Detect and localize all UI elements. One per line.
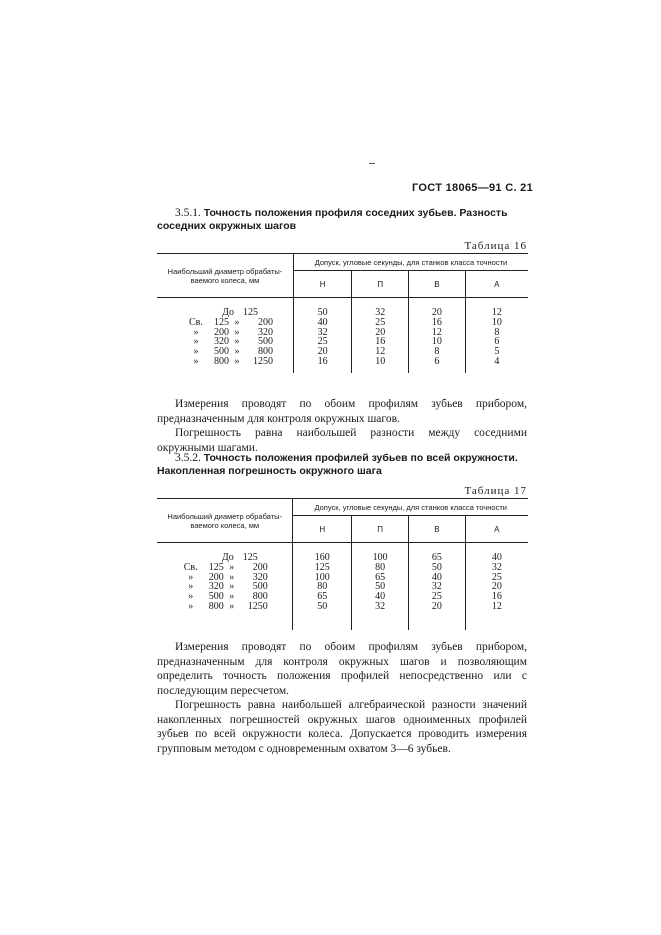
cell-value: 40 [375, 591, 386, 603]
cell-value: 80 [317, 581, 328, 593]
cell-value: 50 [375, 581, 386, 593]
paragraph: Погрешность равна наибольшей разности между соседними окружными шагами. [157, 427, 527, 454]
cell-value: 16 [317, 355, 328, 367]
cell-value: 25 [491, 571, 502, 583]
cell-value: 40 [431, 571, 442, 583]
cell-value: 10 [375, 355, 386, 367]
cell-value: 12 [375, 346, 386, 358]
column-p [352, 298, 409, 373]
table-17 [157, 498, 528, 630]
cell-value: 20 [431, 600, 442, 612]
section-title: Точность положения профиля соседних зубьев. Разность соседних окружных шагов [157, 207, 508, 232]
row-labels [157, 543, 293, 630]
column-v [409, 543, 466, 630]
class-header-a: А [465, 516, 528, 543]
table-row-label: Св. 125 » 200 [189, 316, 273, 328]
column-n [293, 543, 352, 630]
paragraph: Погрешность равна наибольшей алгебраической разности значений накопленных погрешностей окружных шагов одноименных профилей зубьев по всей окружности колеса. Допускается проводить измерения групповым методом с одновременным охватом 3—6 зубьев. [157, 699, 527, 755]
class-header-n: Н [293, 516, 352, 543]
cell-value: 10 [431, 336, 442, 348]
cell-value: 12 [431, 326, 442, 338]
cell-value: 50 [317, 307, 328, 318]
table-body [157, 543, 528, 630]
scan-mark [369, 163, 375, 164]
cell-value: 6 [494, 336, 500, 348]
table-row-label: » 500 » 800 [188, 591, 268, 603]
class-header-a: А [465, 271, 528, 298]
cell-value: 12 [491, 600, 502, 612]
section-heading-3-5-1 [157, 207, 527, 233]
table-row-label: » 200 » 320 [193, 326, 273, 338]
table-body [157, 298, 528, 373]
class-header-n: Н [293, 271, 352, 298]
cell-value: 16 [491, 591, 502, 603]
cell-value: 25 [317, 336, 328, 348]
table-row-label: » 320 » 500 [193, 336, 273, 348]
paragraph: Измерения проводят по обоим профилям зубьев прибором, предназначенным для контроля окружных шагов. [157, 398, 527, 425]
cell-value: 12 [491, 307, 502, 318]
cell-value: 65 [431, 552, 442, 563]
class-header-p: П [352, 271, 409, 298]
cell-value: 5 [494, 346, 500, 358]
cell-value: 65 [317, 591, 328, 603]
cell-value: 100 [314, 571, 330, 583]
cell-value: 20 [491, 581, 502, 593]
cell-value: 20 [431, 307, 442, 318]
table-16 [157, 253, 528, 373]
table-header-diameter: Наибольший диаметр обрабаты-ваемого колеса, мм [157, 254, 293, 298]
table-header-tolerance: Допуск, угловые секунды, для станков класса точности [293, 254, 528, 271]
class-header-p: П [352, 516, 409, 543]
cell-value: 16 [431, 316, 442, 328]
table-caption-16: Таблица 16 [464, 240, 527, 252]
table-row-label: » 800 » 1250 [193, 355, 273, 367]
table-row-label: » 500 » 800 [193, 346, 273, 358]
cell-value: 160 [314, 552, 330, 563]
table-row-label: Св. 125 » 200 [183, 561, 268, 573]
cell-value: 40 [317, 316, 328, 328]
table-row-label: До 125 [222, 307, 258, 318]
table-row-label: До 125 [221, 552, 258, 563]
cell-value: 40 [491, 552, 502, 563]
cell-value: 32 [431, 581, 442, 593]
cell-value: 10 [491, 316, 502, 328]
cell-value: 32 [317, 326, 328, 338]
table-row-label: » 800 » 1250 [188, 600, 268, 612]
table-caption-17: Таблица 17 [464, 485, 527, 497]
cell-value: 32 [375, 600, 386, 612]
cell-value: 32 [491, 561, 502, 573]
row-labels [157, 298, 293, 373]
cell-value: 16 [375, 336, 386, 348]
section-title: Точность положения профилей зубьев по всей окружности. Накопленная погрешность окружного шага [157, 452, 518, 477]
class-header-v: В [409, 516, 466, 543]
table-header-tolerance: Допуск, угловые секунды, для станков класса точности [293, 499, 528, 516]
cell-value: 125 [314, 561, 330, 573]
cell-value: 32 [375, 307, 386, 318]
cell-value: 8 [494, 326, 500, 338]
cell-value: 20 [375, 326, 386, 338]
cell-value: 80 [375, 561, 386, 573]
column-p [352, 543, 409, 630]
column-n [293, 298, 352, 373]
class-header-v: В [409, 271, 466, 298]
column-a [465, 543, 528, 630]
column-v [409, 298, 466, 373]
cell-value: 6 [434, 355, 440, 367]
text-block-2 [157, 640, 527, 756]
cell-value: 20 [317, 346, 328, 358]
paragraph: Измерения проводят по обоим профилям зубьев прибором, предназначенным для контроля окружных шагов и позволяющим определить точность положения профилей непосредственно или с последующим пересчетом. [157, 641, 527, 697]
cell-value: 65 [375, 571, 386, 583]
cell-value: 100 [372, 552, 388, 563]
column-a [465, 298, 528, 373]
page-header: ГОСТ 18065—91 С. 21 [412, 182, 533, 194]
cell-value: 50 [431, 561, 442, 573]
section-heading-3-5-2 [157, 452, 527, 478]
table-row-label: » 200 » 320 [188, 571, 268, 583]
cell-value: 4 [494, 355, 500, 367]
section-number: 3.5.2. [175, 452, 201, 464]
table-row-label: » 320 » 500 [188, 581, 268, 593]
cell-value: 25 [375, 316, 386, 328]
cell-value: 25 [431, 591, 442, 603]
table-header-diameter: Наибольший диаметр обрабаты-ваемого колеса, мм [157, 499, 293, 543]
text-block-1 [157, 397, 527, 455]
cell-value: 50 [317, 600, 328, 612]
section-number: 3.5.1. [175, 207, 201, 219]
cell-value: 8 [434, 346, 440, 358]
